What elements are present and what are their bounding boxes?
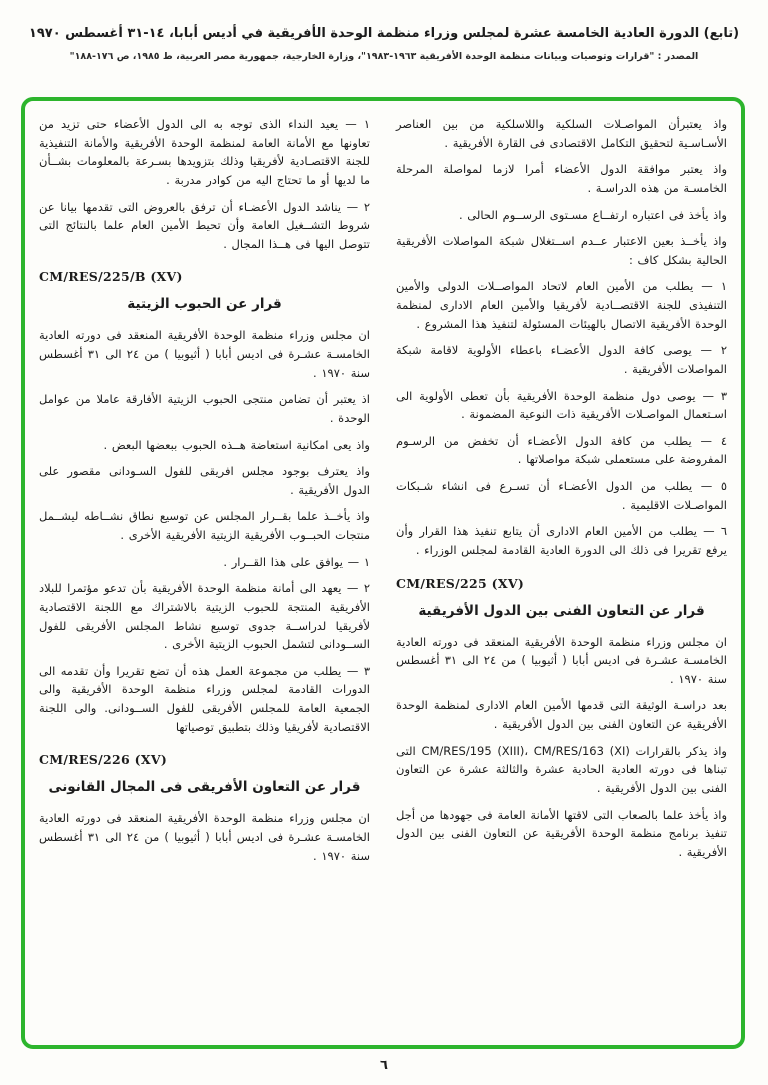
- paragraph: ان مجلس وزراء منظمة الوحدة الأفريقية المنعقد فى دورته العادية الخامسـة عشـرة فى اديس أبابا ( أثيوبيا ) من ٢٤ الى ٣١ أغسطس سنة ١٩٧٠ .: [396, 634, 727, 686]
- paragraph: واذ يعتبر موافقة الدول الأعضاء أمرا لازما لمواصلة المرحلة الخامسـة من هذه الدراسـة .: [396, 162, 727, 195]
- resolution-code: CM/RES/225 (XV): [396, 575, 525, 591]
- paragraph: ٢ — يعهد الى أمانة منظمة الوحدة الأفريقية بأن تدعو مؤتمرا للبلاد الأفريقية المنتجة للحبوب الزيتية بالاشتراك مع اللجنة الاقتصادية لأفريقيا لدراســة جدوى توسيع نشاط المجلس الأفريقى للفول الســودانى لتشمل الحبوب الزيتية الأخرى .: [39, 581, 370, 652]
- header-source: المصدر : "قرارات وتوصيات وبيانات منظمة الوحدة الأفريقية ١٩٦٣-١٩٨٣"، وزارة الخارجية، جمهورية مصر العربية، ط ١٩٨٥، ص ١٧٦-١٨٨": [69, 51, 699, 62]
- paragraph: واذ يأخــذ بعين الاعتبار عــدم اســتغلال شبكة المواصلات الأفريقية الحالية بشكل كاف :: [396, 234, 727, 267]
- paragraph: ٣ — يطلب من مجموعة العمل هذه أن تضع تقريرا وأن تقدمه الى الدورات القادمة لمجلس وزراء منظمة الوحدة الأفريقية والى الجمعية العامة للمجلس الأفريقى للفول الســودانى. والى اللجنة الاقتصادية لأفريقيا وذلك بتطبيق توصياتها: [39, 663, 370, 734]
- paragraph: اذ يعتبر أن تضامن منتجى الحبوب الزيتية الأفارقة عاملا من عوامل الوحدة .: [39, 392, 370, 425]
- paragraph: ٤ — يطلب من كافة الدول الأعضـاء أن تخفض من الرسـوم المفروضة على مستعملى شبكة مواصلاتها .: [396, 433, 727, 467]
- paragraph: ٣ — يوصى دول منظمة الوحدة الأفريقية بأن تعطى الأولوية الى اسـتعمال المواصـلات الأفريقية ذات النوعية المضمونة .: [396, 388, 727, 422]
- column-left: [39, 115, 370, 1037]
- paragraph: ١ — يطلب من الأمين العام لاتحاد المواصــلات الدولى والأمين التنفيذى للجنة الاقتصــادية لأفريقيا والأمين العام الادارى لمنظمة الوحدة الأفريقية الاتصال بالهيئات المسئولة لتنفيذ هذا المشروع .: [396, 279, 727, 331]
- resolution-title: قرار عن الحبوب الزيتية: [127, 296, 282, 313]
- paragraph: ٦ — يطلب من الأمين العام الادارى أن يتابع تنفيذ هذا القرار وأن يرفع تقريرا فى ذلك الى الدورة العادية القادمة لمجلس الوزراء .: [396, 524, 727, 557]
- content-frame: [21, 97, 745, 1049]
- paragraph: ٢ — يوصى كافة الدول الأعضـاء باعطاء الأولوية لاقامة شبكة المواصلات الأفريقية .: [396, 343, 727, 376]
- paragraph: واذ يأخــذ علما بقــرار المجلس عن توسيع نطاق نشــاطه ليشــمل منتجات الحبــوب الأفريقية الزيتية الأفريقية الأخرى .: [39, 509, 370, 542]
- paragraph: واذ يعترف بوجود مجلس افريقى للفول السـودانى مقصور على الدول الأفريقية .: [39, 464, 370, 497]
- header-title: (تابع) الدورة العادية الخامسة عشرة لمجلس وزراء منظمة الوحدة الأفريقية في أديس أبابا، ١٤-٣١ أغسطس ١٩٧٠: [28, 26, 740, 41]
- paragraph: واذ يذكر بالقرارات CM/RES/195 (XIII)، CM/RES/163 (XI) التى تبناها فى دورته العادية الحادية عشرة والثالثة عشرة عن التعاون الفنى بين الدول الأفريقية .: [396, 743, 727, 795]
- paragraph: واذ يعتبرأن المواصـلات السلكية واللاسلكية من بين العناصر الأسـاسـية لتحقيق التكامل الاقتصادى فى القارة الأفريقية .: [396, 117, 727, 150]
- paragraph: بعد دراسـة الوثيقة التى قدمها الأمين العام الادارى لمنظمة الوحدة الأفريقية عن التعاون الفنى بين الدول الأفريقية .: [396, 698, 727, 731]
- paragraph: ان مجلس وزراء منظمة الوحدة الأفريقية المنعقد فى دورته العادية الخامسـة عشـرة فى اديس أبابا ( أثيوبيا ) من ٢٤ الى ٣١ أغسطس سنة ١٩٧٠ .: [39, 328, 370, 380]
- paragraph: واذ يأخذ علما بالصعاب التى لاقتها الأمانة العامة فى جهودها من أجل تنفيذ برنامج منظمة الوحدة الأفريقية عن التعاون الفنى بين الدول الأفريقية .: [396, 807, 727, 859]
- paragraph: ١ — يوافق على هذا القــرار .: [223, 554, 370, 569]
- column-right: [396, 115, 727, 1037]
- page-header: [0, 0, 768, 62]
- paragraph: واذ يعى امكانية استعاضة هــذه الحبوب ببعضها البعض .: [103, 437, 370, 452]
- resolution-code: CM/RES/225/B (XV): [39, 269, 183, 285]
- resolution-code: CM/RES/226 (XV): [39, 752, 168, 768]
- paragraph: ان مجلس وزراء منظمة الوحدة الأفريقية المنعقد فى دورته العادية الخامسـة عشـرة فى اديس أبابا ( أثيوبيا ) من ٢٤ الى ٣١ أغسطس سنة ١٩٧٠ .: [39, 811, 370, 863]
- resolution-title: قرار عن التعاون الفنى بين الدول الأفريقية: [418, 602, 705, 619]
- paragraph: واذ يأخذ فى اعتباره ارتفــاع مسـتوى الرســوم الحالى .: [458, 207, 727, 222]
- page-number: ٦: [380, 1058, 388, 1073]
- resolution-title: قرار عن التعاون الأفريقى فى المجال القانونى: [48, 779, 361, 796]
- paragraph: ١ — يعيد النداء الذى توجه به الى الدول الأعضاء حتى تزيد من تعاونها مع الأمانة العامة لمنظمة الوحدة الأفريقية والأمانة التنفيذية للجنة الاقتصـادية لأفريقيا وذلك بتزويدها بسـرعة بالمعلومات بشــأن ما لديها أو ما تحتاج اليه من كوادر مدربة .: [39, 117, 370, 187]
- paragraph: ٢ — يناشد الدول الأعضـاء أن ترفق بالعروض التى تقدمها بيانا عن شروط التشــغيل العامة وأن تحيط الأمين العام علما بالنتائج التى تتوصل اليها فى هــذا المجال .: [39, 199, 370, 251]
- paragraph: ٥ — يطلب من الدول الأعضـاء أن تسـرع فى انشاء شـبكات المواصـلات الاقليمية .: [396, 479, 727, 512]
